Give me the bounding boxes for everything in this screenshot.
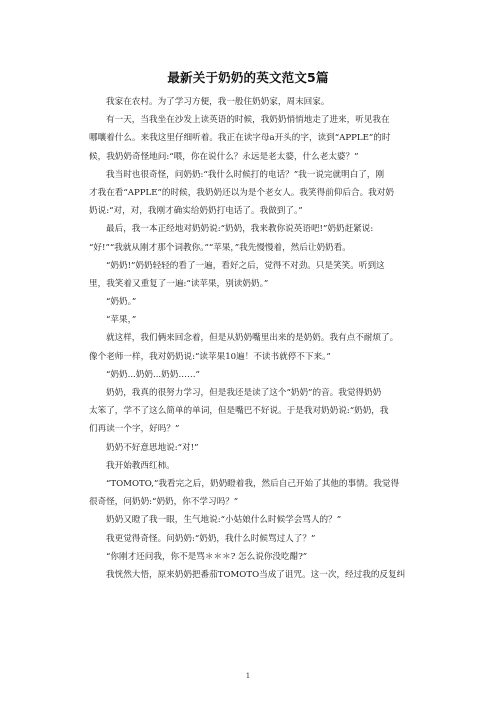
- paragraph-line: 我当时也很奇怪，问奶奶:“我什么时候打的电话？”我一说完就明白了，刚: [106, 169, 385, 180]
- paragraph-line: 很奇怪，问奶奶:“奶奶，你不学习吗？”: [89, 497, 239, 508]
- paragraph-line: 太笨了，学不了这么简单的单词，但是嘴巴不好说。于是我对奶奶说:“奶奶，我: [89, 406, 389, 417]
- paragraph-line: 奶说:“对，对，我刚才确实给奶奶打电话了。我做到了。”: [89, 206, 303, 217]
- paragraph-line: “你刚才还问我，你不是骂＊＊＊? 怎么说你没吃醋?”: [106, 551, 308, 562]
- paragraph-line: 才我在看“APPLE”的时候，我奶奶还以为是个老女人。我笑得前仰后合。我对奶: [89, 187, 394, 198]
- paragraph-line: “奶奶。”: [106, 297, 137, 308]
- paragraph-line: 奶奶，我真的很努力学习，但是我还是读了这个“奶奶”的音。我觉得奶奶: [106, 388, 382, 398]
- paragraph-line: 最后，我一本正经地对奶奶说:“奶奶，我来教你说英语吧!”奶奶赶紧说:: [106, 224, 374, 235]
- paragraph-line: 我更觉得奇怪。问奶奶:“奶奶，我什么时候骂过人了？”: [106, 533, 316, 544]
- paragraph-line: 哪嚷着什么。来我这里仔细听着。我正在读字母a开头的字，读到“APPLE”的时: [89, 133, 391, 144]
- paragraph-line: “好!”“我就从刚才那个词教你。”“苹果，”我先慢慢着，然后让奶奶看。: [89, 242, 351, 253]
- paragraph-line: 奶奶不好意思地说:“对!”: [106, 442, 199, 453]
- document-body: [89, 93, 407, 584]
- paragraph-line: 们再读一个字，好吗？”: [89, 424, 180, 435]
- paragraph-line: 里，我笑着又重复了一遍:“读苹果，别读奶奶。”: [89, 278, 269, 289]
- paragraph-line: 候，我奶奶奇怪地问:“喂，你在说什么？永远是老太婆，什么老太婆？”: [89, 151, 359, 162]
- paragraph-line: “苹果，”: [106, 315, 137, 326]
- paragraph-line: 我恍然大悟，原来奶奶把番茄TOMOTO当成了诅咒。这一次，经过我的反复纠: [106, 569, 406, 580]
- paragraph-line: “奶奶!”奶奶轻轻的看了一遍，看好之后，觉得不对劲。只是笑笑。听到这: [106, 260, 385, 271]
- paragraph-line: 奶奶又瞪了我一眼，生气地说:“小姑娘什么时候学会骂人的？”: [106, 515, 342, 526]
- page-number: 1: [245, 672, 251, 680]
- document-title: 最新关于奶奶的英文范文5篇: [167, 70, 329, 85]
- paragraph-line: 像个老师一样，我对奶奶说:“读苹果10遍！不读书就停不下来。”: [89, 351, 331, 362]
- paragraph-line: 有一天，当我坐在沙发上读英语的时候，我奶奶悄悄地走了进来，听见我在: [106, 115, 390, 126]
- paragraph-line: 我家在农村。为了学习方便，我一般住奶奶家，周末回家。: [106, 97, 330, 107]
- paragraph-line: 就这样，我们俩来回念着，但是从奶奶嘴里出来的是奶奶。我有点不耐烦了。: [106, 333, 399, 344]
- paragraph-line: 我开始教西红柿。: [106, 460, 175, 471]
- paragraph-line: “奶奶...奶奶...奶奶……”: [106, 369, 200, 380]
- paragraph-line: “TOMOTO,”我看完之后，奶奶瞪着我，然后自己开始了其他的事情。我觉得: [106, 478, 400, 489]
